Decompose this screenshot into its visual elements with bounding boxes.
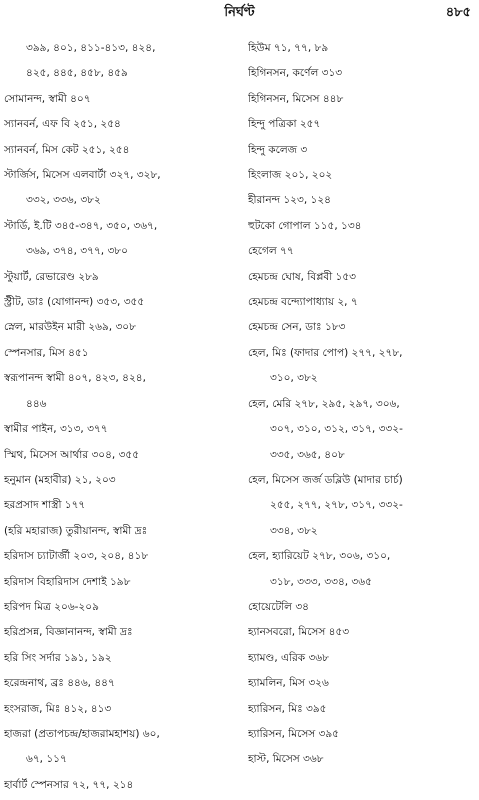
index-entry bbox=[248, 671, 477, 696]
index-entry-heading: হাজরা (প্রতাপচন্দ্র/হাজরামহাশয়) ৬০, bbox=[4, 727, 160, 740]
index-entry-heading: স্মিথ, মিসেস আর্থার ৩০৪, ৩৫৫ bbox=[4, 448, 140, 461]
index-entry bbox=[248, 112, 477, 137]
index-entry bbox=[4, 341, 238, 366]
index-entry-heading: হ্যামলিন, মিস ৩২৬ bbox=[248, 677, 329, 690]
index-entry-heading: হিন্দু পত্রিকা ২৫৭ bbox=[248, 118, 321, 131]
index-entry bbox=[4, 214, 238, 265]
index-entry-continuation: ৩৩২, ৩৩৬, ৩৮২ bbox=[26, 194, 101, 207]
index-entry-heading: হনুমান (মহাবীর) ২১, ২০৩ bbox=[4, 473, 116, 486]
index-entry-heading: হিউম ৭১, ৭৭, ৮৯ bbox=[248, 42, 329, 54]
index-entry-heading: হিগিনসন, মিসেস ৪৪৮ bbox=[248, 92, 344, 105]
index-entry bbox=[4, 315, 238, 340]
index-entry bbox=[4, 290, 238, 315]
index-entry bbox=[248, 36, 477, 61]
index-entry bbox=[4, 493, 238, 518]
index-entry-heading: হোয়েটেলি ৩৪ bbox=[248, 600, 309, 613]
index-entry bbox=[4, 646, 238, 671]
index-entry-heading: হেল, হ্যারিয়েট ২৭৮, ৩০৬, ৩১০, bbox=[248, 550, 391, 563]
index-entry bbox=[248, 392, 477, 468]
index-entry-heading: হরিদাস বিহারিদাস দেশাই ১৯৮ bbox=[4, 575, 131, 588]
index-entry bbox=[4, 519, 238, 544]
index-entry bbox=[248, 341, 477, 392]
index-entry-continuation: ৩৬৯, ৩৭৪, ৩৭৭, ৩৮০ bbox=[26, 245, 128, 258]
index-entry-heading: হরেন্দ্রনাথ, ব্রঃ ৪৪৬, ৪৪৭ bbox=[4, 677, 115, 690]
index-entry-heading: হ্যামণ্ড, এরিক ৩৬৮ bbox=[248, 651, 329, 664]
index-entry bbox=[4, 265, 238, 290]
index-entry-heading: হেমচন্দ্র সেন, ডাঃ ১৮৩ bbox=[248, 321, 346, 334]
index-entry-heading: স্যানবর্ন, এফ বি ২৫১, ২৫৪ bbox=[4, 118, 121, 131]
index-entry bbox=[4, 671, 238, 696]
index-entry-heading: হরিপ্রসন্ন, বিজ্ঞানানন্দ, স্বামী দ্রঃ bbox=[4, 626, 133, 639]
index-entry-heading: হরি সিং সর্দার ১৯১, ১৯২ bbox=[4, 651, 112, 664]
index-entry-heading: হিংলাজ ২০১, ২০২ bbox=[248, 169, 333, 182]
index-entry-heading: স্বরূপানন্দ স্বামী ৪০৭, ৪২৩, ৪২৪, bbox=[4, 372, 146, 385]
index-entry-heading: স্যানবর্ন, মিস কেট ২৫১, ২৫৪ bbox=[4, 143, 130, 156]
index-entry-heading: হরপ্রসাদ শাস্ত্রী ১৭৭ bbox=[4, 499, 86, 512]
index-entry-heading: স্বামীর পাইন, ৩১৩, ৩৭৭ bbox=[4, 423, 108, 436]
index-entry bbox=[4, 87, 238, 112]
index-entry bbox=[4, 544, 238, 569]
index-entry-heading: হ্যারিসন, মিঃ ৩৯৫ bbox=[248, 702, 327, 715]
index-entry-heading: হেমচন্দ্র বন্দ্যোপাধ্যায় ২, ৭ bbox=[248, 296, 358, 309]
index-entry bbox=[248, 315, 477, 340]
index-entry-heading: স্টার্ডি, ই.টি ৩৪৫-৩৪৭, ৩৫০, ৩৬৭, bbox=[4, 219, 158, 232]
index-entry-heading: হুটকো গোপাল ১১৫, ১৩৪ bbox=[248, 219, 362, 232]
index-entry-heading: হংসরাজ, মিঃ ৪১২, ৪১৩ bbox=[4, 702, 112, 715]
index-entry-continuation: ৩৩৫, ৩৬৫, ৪০৮ bbox=[270, 448, 345, 461]
index-entry-heading: হেল, মিঃ (ফাদার পোপ) ২৭৭, ২৭৮, bbox=[248, 346, 403, 359]
index-entry bbox=[4, 773, 238, 798]
index-entry-continuation: ৪৪৬ bbox=[26, 397, 47, 410]
index-entry bbox=[248, 747, 477, 772]
index-entry-heading: হরিপদ মিত্র ২০৬-২০৯ bbox=[4, 600, 99, 613]
index-entry-continuation: ৩০৭, ৩১০, ৩১২, ৩১৭, ৩৩২- bbox=[270, 423, 403, 436]
page-number: ৪৮৫ bbox=[445, 5, 471, 20]
index-entry bbox=[248, 544, 477, 595]
index-entry bbox=[4, 366, 238, 417]
index-entry bbox=[4, 417, 238, 442]
index-entry-heading: হেল, মিসেস জর্জ ডব্লিউ (মাদার চার্চ) bbox=[248, 473, 403, 486]
index-entry-heading: হিন্দু কলেজ ৩ bbox=[248, 143, 308, 156]
index-entry-heading: হ্যারিসন, মিসেস ৩৯৫ bbox=[248, 727, 339, 740]
index-entry bbox=[248, 646, 477, 671]
index-entry bbox=[248, 697, 477, 722]
index-entry bbox=[248, 87, 477, 112]
index-entry bbox=[248, 722, 477, 747]
index-entry-heading: স্নেল, মারউইন মারী ২৬৯, ৩০৮ bbox=[4, 321, 136, 334]
index-entry bbox=[4, 443, 238, 468]
index-column-left bbox=[4, 36, 238, 798]
index-entry bbox=[4, 722, 238, 773]
index-entry-continuation: ৩১৮, ৩৩৩, ৩৩৪, ৩৬৫ bbox=[270, 575, 372, 588]
index-entry-continuation: ৩৩৪, ৩৮২ bbox=[270, 524, 318, 537]
index-entry bbox=[248, 468, 477, 544]
index-entry bbox=[248, 163, 477, 188]
index-entry-heading: স্টুয়ার্ট, রেভারেণ্ড ২৮৯ bbox=[4, 270, 99, 283]
index-entry bbox=[248, 239, 477, 264]
index-entry bbox=[248, 61, 477, 86]
index-entry-heading: সোমানন্দ, স্বামী ৪০৭ bbox=[4, 92, 91, 105]
index-entry-heading: স্পেনসার, মিস ৪৫১ bbox=[4, 346, 89, 359]
index-column-right bbox=[248, 36, 477, 773]
index-entry-heading: হাস্ট, মিসেস ৩৬৮ bbox=[248, 753, 324, 766]
index-entry-heading: হার্বার্ট স্পেনসার ৭২, ৭৭, ২১৪ bbox=[4, 778, 134, 791]
index-entry bbox=[4, 595, 238, 620]
index-entry bbox=[4, 697, 238, 722]
index-entry bbox=[4, 138, 238, 163]
index-entry bbox=[4, 620, 238, 645]
index-entry-continuation: ৬৭, ১১৭ bbox=[26, 753, 67, 766]
index-entry bbox=[4, 112, 238, 137]
index-entry-continuation: ৪২৫, ৪৪৫, ৪৫৮, ৪৫৯ bbox=[26, 67, 128, 80]
page-title: নির্ঘণ্ট bbox=[224, 5, 255, 20]
index-entry bbox=[4, 36, 238, 87]
index-entry-heading: হেমচন্দ্র ঘোষ, বিপ্লবী ১৫৩ bbox=[248, 270, 357, 283]
index-entry bbox=[4, 468, 238, 493]
index-entry bbox=[4, 163, 238, 214]
index-entry-heading: (হরি মহারাজ) তুরীয়ানন্দ, স্বামী দ্রঃ bbox=[4, 524, 148, 537]
index-entry-heading: হেল, মেরি ২৭৮, ২৯৫, ২৯৭, ৩০৬, bbox=[248, 397, 400, 410]
index-entry bbox=[248, 138, 477, 163]
index-entry-heading: হ্যানসবরো, মিসেস ৪৫৩ bbox=[248, 626, 350, 639]
index-entry bbox=[248, 290, 477, 315]
index-entry bbox=[248, 188, 477, 213]
index-entry-heading: স্ট্রীট, ডাঃ (যোগানন্দ) ৩৫৩, ৩৫৫ bbox=[4, 296, 145, 309]
index-entry-heading: স্টার্জিস, মিসেস এলবার্টা ৩২৭, ৩২৮, bbox=[4, 169, 161, 182]
index-entry-heading: হেগেল ৭৭ bbox=[248, 245, 294, 258]
index-entry-continuation: ২৫৫, ২৭৭, ২৭৮, ৩১৭, ৩৩২- bbox=[270, 499, 403, 512]
index-entry-heading: হিগিনসন, কর্ণেল ৩১৩ bbox=[248, 67, 343, 80]
index-entry bbox=[248, 265, 477, 290]
index-entry bbox=[248, 620, 477, 645]
index-entry-continuation: ৩১০, ৩৮২ bbox=[270, 372, 318, 385]
index-entry-continuation: ৩৯৯, ৪০১, ৪১১-৪১৩, ৪২৪, bbox=[26, 42, 156, 54]
index-entry bbox=[248, 214, 477, 239]
index-entry bbox=[4, 570, 238, 595]
index-entry-heading: হরিদাস চ্যাটার্জী ২০৩, ২০৪, ৪১৮ bbox=[4, 550, 149, 563]
index-entry bbox=[248, 595, 477, 620]
index-entry-heading: হীরানন্দ ১২৩, ১২৪ bbox=[248, 194, 331, 207]
